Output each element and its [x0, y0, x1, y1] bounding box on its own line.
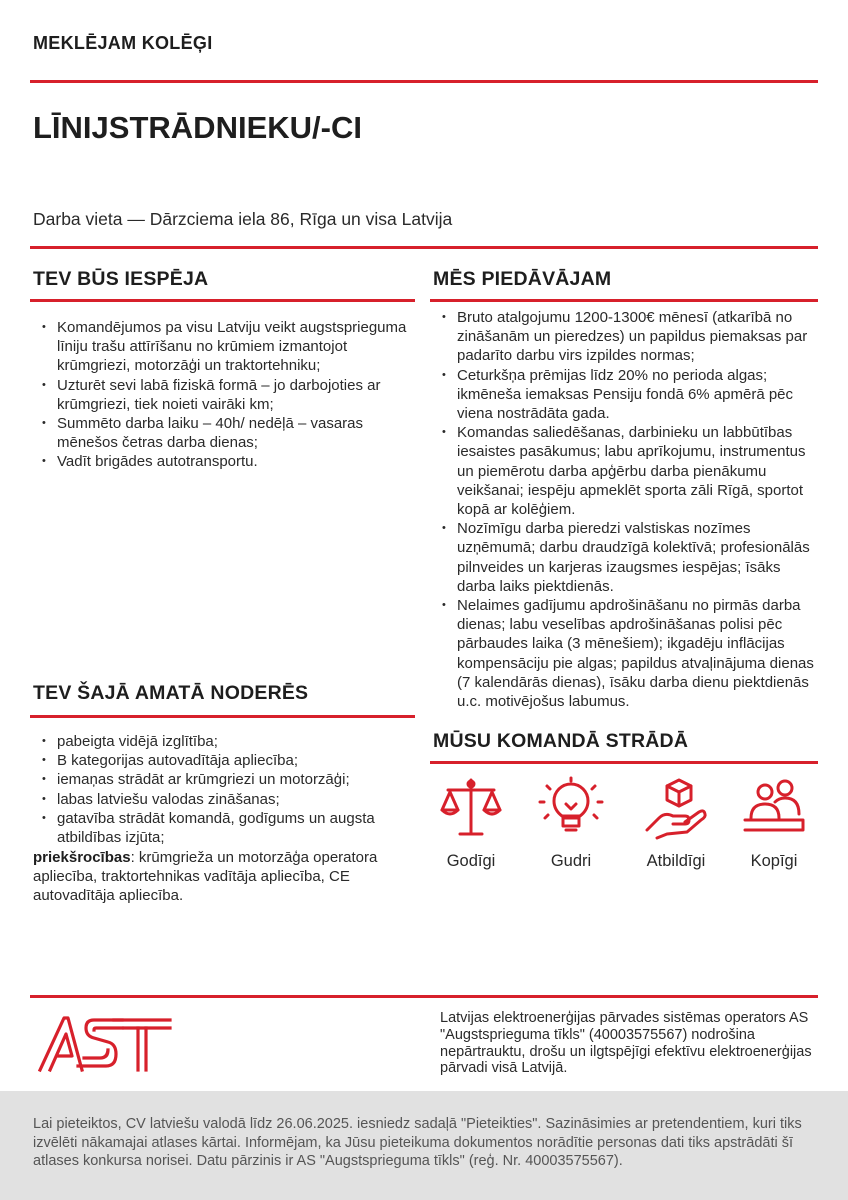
- list-item: • Komandējumos pa visu Latviju veikt augstsprieguma līniju trašu attīrīšanu no krūmiem izmantojot krūmgriezi, motorzāģi un traktortehniku;: [33, 318, 413, 376]
- scales-icon: [438, 776, 504, 840]
- ast-logo-icon: [38, 1014, 172, 1074]
- list-item: • labas latviešu valodas zināšanas;: [33, 790, 408, 809]
- advantages-label: priekšrocības: [33, 849, 131, 866]
- opportunities-title: TEV BŪS IESPĒJA: [33, 268, 209, 290]
- list-item: • B kategorijas autovadītāja apliecība;: [33, 751, 408, 770]
- value-smart: [526, 776, 616, 871]
- requirements-title: TEV ŠAJĀ AMATĀ NODERĒS: [33, 682, 309, 704]
- offer-divider: [430, 299, 818, 302]
- hand-cube-icon: [643, 776, 709, 840]
- header-divider: [30, 80, 818, 83]
- list-item: • Komandas saliedēšanas, darbinieku un labbūtības iesaistes pasākumus; labu aprīkojumu, instrumentus un piemērotu darba apģērbu darba pienākumu veikšanai; iespēju apmeklēt sporta zāli Rīgā, sportot kopā ar kolēģiem.: [433, 423, 818, 519]
- footer-text: Lai pieteiktos, CV latviešu valodā līdz 26.06.2025. iesniedz sadaļā "Pieteikties". Sazināsimies ar pretendentiem, kuri tiks izvēlēti nākamajai atlases kārtai. Informējam, ka Jūsu pieteikuma dokumentos norādītie personas dati tiks apstrādāti šī atlases konkursa norisei. Datu pārzinis ir AS "Augstsprieguma tīkls" (reģ. Nr. 40003575567).: [33, 1116, 802, 1170]
- list-item: • Vadīt brigādes autotransportu.: [33, 452, 413, 471]
- list-item: • Ceturkšņa prēmijas līdz 20% no perioda algas; ikmēneša iemaksas Pensiju fondā 6% apmērā pēc viena nostrādāta gada.: [433, 366, 818, 424]
- company-description: Latvijas elektroenerģijas pārvades sistēmas operators AS "Augstsprieguma tīkls" (40003575567) nodrošina nepārtrauktu, drošu un ilgtspējīgi efektīvu elektroenerģijas pārvadi visā Latvijā.: [440, 1010, 812, 1077]
- value-label: Kopīgi: [750, 852, 798, 870]
- value-label: Godīgi: [446, 852, 496, 870]
- opportunities-divider: [30, 299, 415, 302]
- offer-list: [433, 308, 818, 711]
- value-label: Atbildīgi: [646, 852, 706, 870]
- team-title: MŪSU KOMANDĀ STRĀDĀ: [433, 730, 689, 752]
- people-icon: [741, 776, 807, 840]
- value-responsible: [631, 776, 721, 871]
- company-logo: [38, 1014, 172, 1079]
- list-item: • Nelaimes gadījumu apdrošināšanu no pirmās darba dienas; labu veselības apdrošināšanas polisi pēc pārbaudes laika (3 mēnešiem); ikgadēju inflācijas kompensāciju pie algas; papildus atvaļinājuma dienas (7 kalendārās dienas), īsāku darba dienu piektdienās u.c. motivējošus labumus.: [433, 596, 818, 711]
- requirements-list: [33, 732, 408, 847]
- requirements-divider: [30, 715, 415, 718]
- advantages-note: [33, 848, 408, 906]
- value-label: Gudri: [550, 852, 592, 870]
- lightbulb-icon: [538, 776, 604, 840]
- list-item: • Nozīmīgu darba pieredzi valstiskas nozīmes uzņēmumā; darbu draudzīgā kolektīvā; profesionālās pilnveides un karjeras izaugsmes iespējas; īsāks darba laiks piektdienās.: [433, 519, 818, 596]
- company-divider: [30, 995, 818, 998]
- list-item: • pabeigta vidējā izglītība;: [33, 732, 408, 751]
- value-together: [729, 776, 819, 871]
- page-kicker: MEKLĒJAM KOLĒĢI: [33, 33, 213, 53]
- list-item: • Summēto darba laiku – 40h/ nedēļā – vasaras mēnešos četras darba dienas;: [33, 414, 413, 452]
- job-location: Darba vieta — Dārzciema iela 86, Rīga un visa Latvija: [33, 209, 453, 229]
- footer: [0, 1091, 848, 1200]
- location-divider: [30, 246, 818, 249]
- list-item: • iemaņas strādāt ar krūmgriezi un motorzāģi;: [33, 770, 408, 789]
- list-item: • Bruto atalgojumu 1200-1300€ mēnesī (atkarībā no zināšanām un pieredzes) un papildus piemaksas par padarīto darbu virs izpildes normas;: [433, 308, 818, 366]
- opportunities-list: [33, 318, 413, 472]
- advantages-text: : krūmgrieža un motorzāģa operatora apliecība, traktortehnikas vadītāja apliecība, CE autovadītāja apliecība.: [33, 849, 378, 905]
- value-honest: [426, 776, 516, 871]
- team-divider: [430, 761, 818, 764]
- page-title: LĪNIJSTRĀDNIEKU/-CI: [33, 110, 362, 145]
- list-item: • gatavība strādāt komandā, godīgums un augsta atbildības izjūta;: [33, 809, 408, 847]
- list-item: • Uzturēt sevi labā fiziskā formā – jo darbojoties ar krūmgriezi, tiek noieti vairāki km;: [33, 376, 413, 414]
- offer-title: MĒS PIEDĀVĀJAM: [433, 268, 612, 290]
